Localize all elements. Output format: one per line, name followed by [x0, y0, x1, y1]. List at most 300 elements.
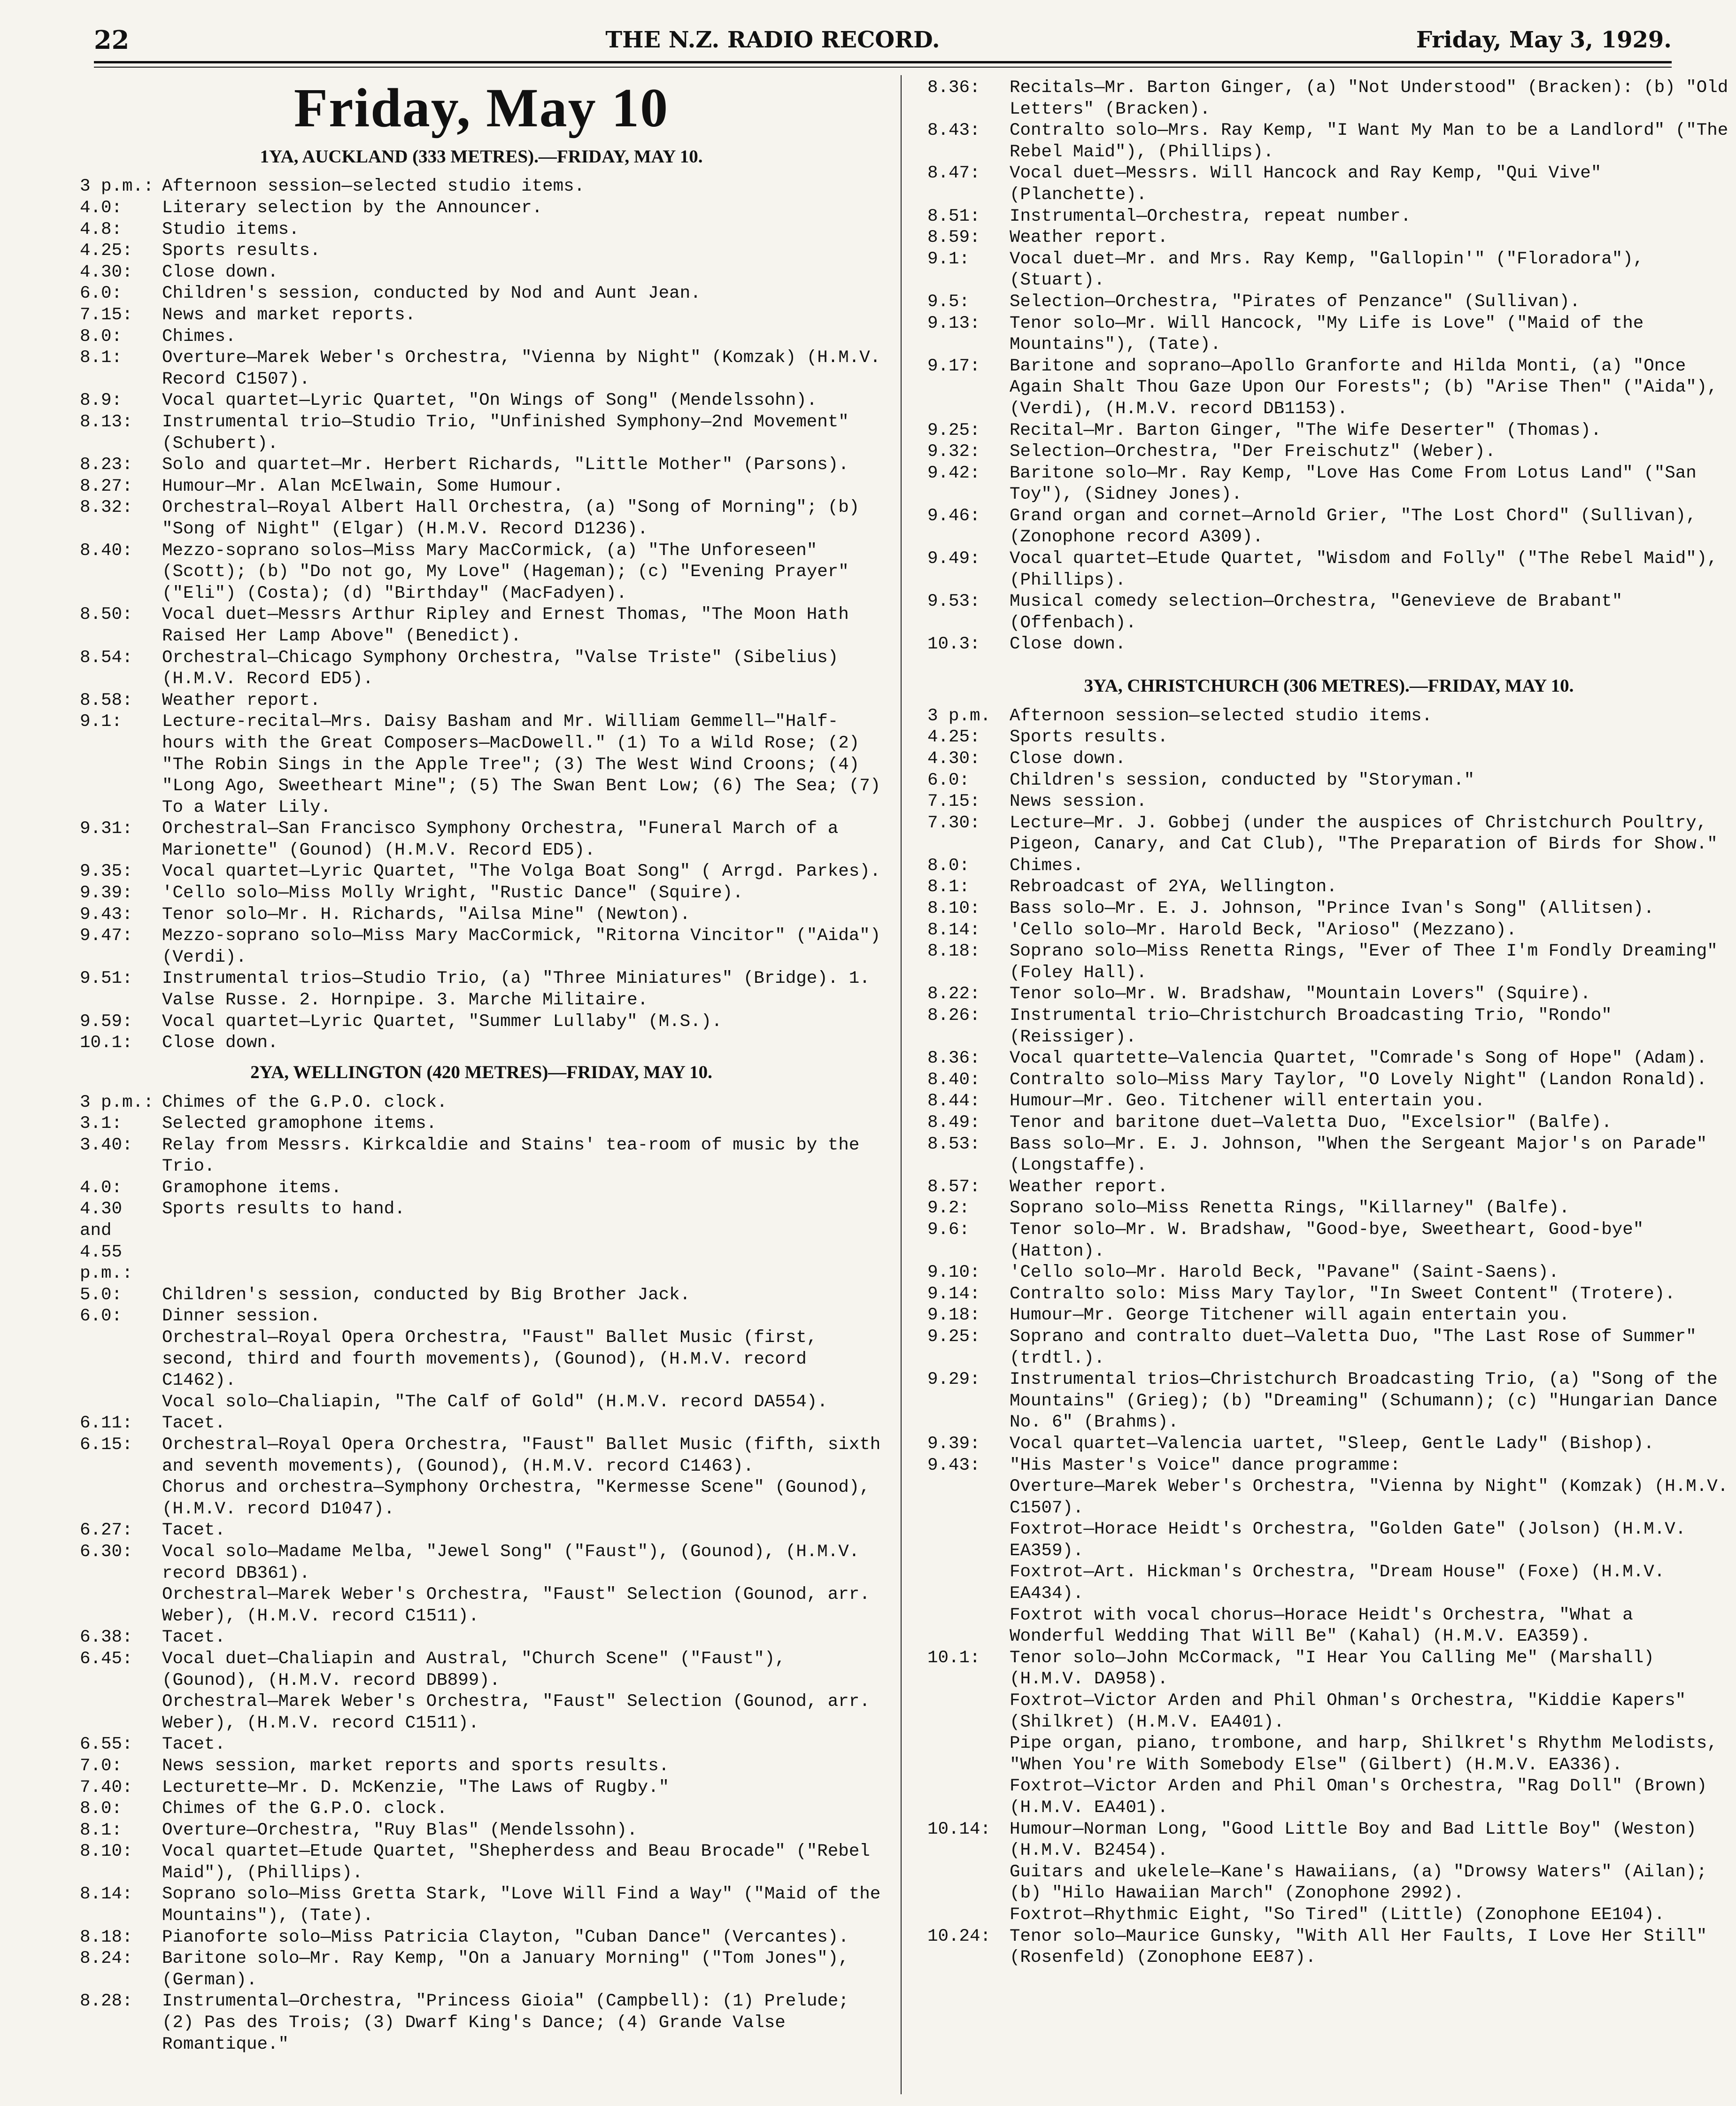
entry-description: Relay from Messrs. Kirkcaldie and Stains' tea-room of music by the Trio. — [162, 1135, 860, 1177]
entry-time: 9.53: — [927, 592, 980, 612]
programme-entry — [927, 856, 1730, 877]
entry-description: Musical comedy selection—Orchestra, "Genevieve de Brabant" (Offenbach). — [1010, 592, 1623, 633]
programme-entry — [80, 904, 883, 926]
programme-entry — [927, 356, 1730, 420]
entry-time: 8.59: — [927, 228, 980, 248]
programme-entry — [80, 198, 883, 219]
entry-time: 4.0: — [80, 198, 123, 218]
entry-time: 9.1: — [927, 249, 970, 269]
programme-entry — [927, 1091, 1730, 1112]
programme-entry — [80, 1991, 883, 2055]
entry-description: "His Master's Voice" dance programme: — [1010, 1455, 1401, 1475]
entry-time: 6.0: — [927, 770, 970, 790]
entry-description: Tenor solo—Maurice Gunsky, "With All Her Faults, I Love Her Still" (Rosenfeld) (Zonophone EE87). — [1010, 1926, 1707, 1968]
entry-time: 7.0: — [80, 1756, 123, 1776]
entry-time: 9.59: — [80, 1011, 133, 1032]
entry-time: 6.0: — [80, 1306, 123, 1327]
entry-description: Children's session, conducted by Big Brother Jack. — [162, 1285, 691, 1305]
programme-entry — [80, 1306, 883, 1327]
entry-description: Foxtrot—Art. Hickman's Orchestra, "Dream House" (Foxe) (H.M.V. EA434). — [1010, 1562, 1665, 1604]
entry-description: Orchestral—Marek Weber's Orchestra, "Faust" Selection (Gounod, arr. Weber), (H.M.V. record C1511). — [162, 1585, 870, 1626]
programme-entry — [80, 347, 883, 390]
station-heading-auckland: 1YA, AUCKLAND (333 METRES).—FRIDAY, MAY 10. — [260, 146, 703, 167]
programme-entry — [80, 176, 883, 198]
entry-description: Overture—Marek Weber's Orchestra, "Vienna by Night" (Komzak) (H.M.V. C1507). — [1010, 1477, 1728, 1518]
programme-entry — [80, 1948, 883, 1991]
entry-description: Bass solo—Mr. E. J. Johnson, "Prince Ivan's Song" (Allitsen). — [1010, 899, 1654, 919]
entry-time: 10.14: — [927, 1819, 991, 1839]
entry-time: 6.15: — [80, 1435, 133, 1455]
programme-entry — [927, 591, 1730, 634]
entry-time: 9.51: — [80, 969, 133, 989]
entry-description: Children's session, conducted by "Storyman." — [1010, 770, 1475, 790]
entry-time: 8.57: — [927, 1177, 980, 1197]
programme-entry — [80, 1285, 883, 1306]
entry-time: 8.47: — [927, 163, 980, 184]
entry-time: 8.1: — [80, 1820, 123, 1840]
entry-time: 8.14: — [80, 1884, 133, 1905]
entry-time — [927, 1562, 1010, 1605]
entry-description: Selected gramophone items. — [162, 1114, 437, 1134]
entry-description: Foxtrot—Victor Arden and Phil Oman's Orchestra, "Rag Doll" (Brown) (H.M.V. EA401). — [1010, 1776, 1707, 1818]
entry-time: 8.9: — [80, 391, 123, 411]
entry-description: Afternoon session—selected studio items. — [162, 177, 585, 197]
entry-time: 9.32: — [927, 442, 980, 462]
entry-description: Bass solo—Mr. E. J. Johnson, "When the Sergeant Major's on Parade" (Longstaffe). — [1010, 1134, 1707, 1176]
entry-time: 4.30: — [80, 262, 133, 282]
programme-entry — [927, 791, 1730, 813]
entry-description: Chimes. — [162, 326, 236, 347]
programme-entry — [80, 711, 883, 818]
entry-description: Tacet. — [162, 1520, 226, 1541]
station-heading-christchurch: 3YA, CHRISTCHURCH (306 METRES).—FRIDAY, MAY 10. — [1084, 676, 1574, 696]
entry-description: Tenor solo—Mr. W. Bradshaw, "Mountain Lovers" (Squire). — [1010, 984, 1591, 1004]
entry-description: Orchestral—San Francisco Symphony Orchestra, "Funeral March of a Marionette" (Gounod) (H.M.V. Record ED5). — [162, 819, 839, 860]
entry-description: Tenor solo—Mr. H. Richards, "Ailsa Mine" (Newton). — [162, 904, 691, 925]
programme-entry — [927, 506, 1730, 548]
entry-time: 6.0: — [80, 284, 123, 304]
entry-description: Selection—Orchestra, "Pirates of Penzance" (Sullivan). — [1010, 292, 1581, 312]
programme-entry — [80, 861, 883, 883]
programme-entry — [927, 1327, 1730, 1369]
entry-time: 10.1: — [927, 1648, 980, 1668]
programme-entry — [927, 249, 1730, 292]
entry-time: 9.14: — [927, 1284, 980, 1304]
programme-entry — [927, 1219, 1730, 1262]
entry-time: 9.10: — [927, 1263, 980, 1283]
entry-description: Soprano solo—Miss Gretta Stark, "Love Will Find a Way" ("Maid of the Mountains"), (Tate). — [162, 1884, 881, 1926]
entry-description: Tenor solo—Mr. Will Hancock, "My Life is Love" ("Maid of the Mountains"), (Tate). — [1010, 313, 1644, 355]
entry-time: 9.1: — [80, 712, 123, 732]
entry-time: 8.49: — [927, 1113, 980, 1133]
entry-description: Mezzo-soprano solo—Miss Mary MacCormick, "Ritorna Vincitor" ("Aida") (Verdi). — [162, 926, 881, 967]
entry-description: Close down. — [1010, 634, 1126, 655]
entry-description: Close down. — [162, 1033, 278, 1053]
programme-entry — [927, 1926, 1730, 1969]
programme-entry — [80, 1841, 883, 1884]
programme-entry — [80, 818, 883, 861]
programme-entry — [927, 1690, 1730, 1733]
programme-entry — [80, 219, 883, 241]
programme-entry — [927, 1284, 1730, 1305]
entry-time: 5.0: — [80, 1285, 123, 1305]
entry-time: 8.10: — [80, 1842, 133, 1862]
programme-entry — [80, 1884, 883, 1927]
programme-entry — [927, 206, 1730, 228]
entry-description: Vocal duet—Messrs. Will Hancock and Ray Kemp, "Qui Vive" (Planchette). — [1010, 163, 1602, 205]
programme-entry — [927, 120, 1730, 163]
entry-description: Close down. — [1010, 748, 1126, 769]
entry-time: 9.43: — [80, 904, 133, 925]
entry-description: Vocal solo—Chaliapin, "The Calf of Gold" (H.M.V. record DA554). — [162, 1392, 828, 1412]
entry-time: 8.13: — [80, 412, 133, 432]
programme-entry — [927, 1455, 1730, 1477]
entry-time — [927, 1605, 1010, 1648]
entry-time: 4.0: — [80, 1178, 123, 1198]
entry-time: 4.25: — [80, 241, 133, 261]
entry-time: 8.54: — [80, 648, 133, 668]
entry-time: 9.39: — [80, 883, 133, 903]
entry-description: Vocal quartet—Lyric Quartet, "On Wings of Song" (Mendelssohn). — [162, 391, 818, 411]
entry-description: Lecture-recital—Mrs. Daisy Basham and Mr. William Gemmell—"Half-hours with the Great Composers—MacDowell." (1) To a Wild Rose; (2) "The Robin Sings in the Apple Tree"; (3) The West Wind Croons; (4) "Long Ago, Sweetheart Mine"; (5) The Swan Bent Low; (6) The Sea; (7) To a Water Lily. — [162, 712, 881, 818]
entry-time: 10.3: — [927, 634, 980, 655]
programme-entry — [80, 1798, 883, 1820]
programme-entry — [80, 1033, 883, 1054]
programme-entry — [927, 292, 1730, 313]
programme-entry — [80, 497, 883, 540]
programme-entry — [927, 1476, 1730, 1519]
entry-description: Vocal quartet—Lyric Quartet, "Summer Lullaby" (M.S.). — [162, 1011, 722, 1032]
programme-entry — [80, 1520, 883, 1542]
entry-description: Sports results to hand. — [162, 1199, 405, 1219]
programme-entry — [927, 877, 1730, 898]
entry-description: Chimes of the G.P.O. clock. — [162, 1092, 448, 1112]
entry-description: Vocal quartet—Etude Quartet, "Wisdom and Folly" ("The Rebel Maid"), (Phillips). — [1010, 549, 1718, 590]
programme-entry — [927, 706, 1730, 727]
entry-time — [80, 1691, 162, 1734]
entry-time: 8.51: — [927, 206, 980, 226]
page-header — [94, 19, 1672, 61]
entry-description: News session, market reports and sports results. — [162, 1756, 670, 1776]
entry-description: Tacet. — [162, 1735, 226, 1755]
programme-entry — [927, 1369, 1730, 1434]
entry-time: 9.25: — [927, 420, 980, 440]
entry-description: Grand organ and cornet—Arnold Grier, "The Lost Chord" (Sullivan), (Zonophone record A309). — [1010, 506, 1697, 548]
entry-time: 8.18: — [927, 941, 980, 962]
programme-entry — [80, 1691, 883, 1734]
entry-description: Overture—Marek Weber's Orchestra, "Vienna by Night" (Komzak) (H.M.V. Record C1507). — [162, 348, 881, 389]
programme-entry — [927, 227, 1730, 249]
entry-time — [927, 1476, 1010, 1519]
entry-description: Tacet. — [162, 1413, 226, 1434]
entry-description: Sports results. — [1010, 727, 1168, 748]
entry-description: Gramophone items. — [162, 1178, 342, 1198]
entry-description: Orchestral—Chicago Symphony Orchestra, "Valse Triste" (Sibelius) (H.M.V. Record ED5). — [162, 648, 839, 689]
programme-entry — [927, 1776, 1730, 1819]
programme-entry — [80, 1092, 883, 1114]
entry-time: 9.6: — [927, 1219, 970, 1240]
programme-entry — [927, 1862, 1730, 1905]
entry-time: 8.27: — [80, 476, 133, 496]
entry-description: Foxtrot with vocal chorus—Horace Heidt's Orchestra, "What a Wonderful Wedding That Will Be" (Kahal) (H.M.V. EA359). — [1010, 1605, 1633, 1647]
entry-description: Weather report. — [162, 690, 321, 710]
entry-time: 6.11: — [80, 1413, 133, 1434]
entry-time: 8.18: — [80, 1927, 133, 1947]
programme-entry — [927, 770, 1730, 792]
entry-time: 9.47: — [80, 926, 133, 946]
entry-time: 3 p.m.: — [80, 1092, 154, 1112]
entry-time: 8.40: — [80, 540, 133, 561]
entry-description: Instrumental trios—Studio Trio, (a) "Three Miniatures" (Bridge). 1. Valse Russe. 2. Hornpipe. 3. Marche Militaire. — [162, 969, 870, 1011]
programme-entry — [80, 690, 883, 712]
programme-entry — [927, 1648, 1730, 1690]
programme-entry — [80, 412, 883, 455]
programme-entry — [927, 1112, 1730, 1134]
entry-description: Chimes of the G.P.O. clock. — [162, 1799, 448, 1819]
entry-description: Humour—Mr. Geo. Titchener will entertain you. — [1010, 1091, 1485, 1111]
entry-description: Weather report. — [1010, 228, 1168, 248]
entry-time — [927, 1733, 1010, 1776]
entry-description: Foxtrot—Rhythmic Eight, "So Tired" (Little) (Zonophone EE104). — [1010, 1905, 1665, 1925]
entry-description: Sports results. — [162, 241, 321, 261]
entry-time: 9.39: — [927, 1434, 980, 1454]
entry-description: Orchestral—Marek Weber's Orchestra, "Faust" Selection (Gounod, arr. Weber), (H.M.V. record C1511). — [162, 1692, 870, 1733]
entry-description: Overture—Orchestra, "Ruy Blas" (Mendelssohn). — [162, 1820, 638, 1840]
column-divider — [901, 75, 902, 2094]
entry-description: Humour—Norman Long, "Good Little Boy and Bad Little Boy" (Weston) (H.M.V. B2454). — [1010, 1819, 1697, 1861]
programme-entry — [927, 727, 1730, 748]
entry-description: Recital—Mr. Barton Ginger, "The Wife Deserter" (Thomas). — [1010, 420, 1602, 440]
entry-description: News session. — [1010, 792, 1147, 812]
programme-entry — [80, 1392, 883, 1413]
programme-entry — [80, 305, 883, 326]
entry-description: Lecturette—Mr. D. McKenzie, "The Laws of Rugby." — [162, 1777, 670, 1797]
programme-entry — [927, 941, 1730, 984]
entry-time — [80, 1392, 162, 1413]
entry-time: 8.32: — [80, 498, 133, 518]
entry-description: Soprano solo—Miss Renetta Rings, "Ever of Thee I'm Fondly Dreaming" (Foley Hall). — [1010, 941, 1718, 983]
entry-description: Chimes. — [1010, 856, 1084, 876]
entry-time: 10.24: — [927, 1926, 991, 1946]
programme-entry — [80, 283, 883, 305]
programme-entry — [927, 1434, 1730, 1455]
entry-description: Foxtrot—Horace Heidt's Orchestra, "Golden Gate" (Jolson) (H.M.V. EA359). — [1010, 1520, 1686, 1561]
entry-time: 4.8: — [80, 219, 123, 239]
entry-description: Studio items. — [162, 219, 300, 239]
programme-entry — [80, 1199, 883, 1284]
entry-time: 9.35: — [80, 862, 133, 882]
programme-entry — [927, 313, 1730, 356]
entry-description: Orchestral—Royal Albert Hall Orchestra, (a) "Song of Morning"; (b) "Song of Night" (Elgar) (H.M.V. Record D1236). — [162, 498, 860, 539]
entry-time: 7.30: — [927, 813, 980, 833]
entry-time: 4.30 and 4.55 p.m.: — [80, 1199, 133, 1284]
entry-description: Orchestral—Royal Opera Orchestra, "Faust" Ballet Music (first, second, third and fourth movements), (Gounod), (H.M.V. record C1462). — [162, 1328, 818, 1391]
entry-time: 6.27: — [80, 1520, 133, 1541]
entry-time: 6.45: — [80, 1649, 133, 1669]
programme-entry — [927, 1070, 1730, 1091]
programme-entry — [927, 1819, 1730, 1862]
entry-description: Vocal duet—Mr. and Mrs. Ray Kemp, "Gallopin'" ("Floradora"), (Stuart). — [1010, 249, 1644, 291]
entry-description: Orchestral—Royal Opera Orchestra, "Faust" Ballet Music (fifth, sixth and seventh movements), (Gounod), (H.M.V. record C1463). — [162, 1435, 881, 1476]
entry-description: Baritone solo—Mr. Ray Kemp, "Love Has Come From Lotus Land" ("San Toy"), (Sidney Jones). — [1010, 463, 1697, 505]
entry-time: 8.0: — [927, 856, 970, 876]
entry-description: Instrumental—Orchestra, repeat number. — [1010, 206, 1412, 226]
programme-entry — [80, 1820, 883, 1842]
entry-description: Children's session, conducted by Nod and Aunt Jean. — [162, 284, 701, 304]
entry-description: Mezzo-soprano solos—Miss Mary MacCormick, (a) "The Unforeseen" (Scott); (b) "Do not go, My Love" (Hageman); (c) "Evening Prayer" ("Eli") (Costa); (d) "Birthday" (MacFadyen). — [162, 540, 849, 603]
programme-entry — [80, 1542, 883, 1584]
page-number: 22 — [94, 25, 130, 55]
entry-time: 6.55: — [80, 1735, 133, 1755]
entry-time — [80, 1327, 162, 1392]
programme-entry — [80, 455, 883, 476]
programme-entry — [927, 1905, 1730, 1926]
entry-description: Humour—Mr. George Titchener will again entertain you. — [1010, 1305, 1570, 1326]
entry-description: Lecture—Mr. J. Gobbej (under the auspices of Christchurch Poultry, Pigeon, Canary, and Cat Club), "The Preparation of Birds for Show." — [1010, 813, 1718, 855]
entry-time: 8.23: — [80, 455, 133, 475]
entry-description: Instrumental—Orchestra, "Princess Gioia" (Campbell): (1) Prelude; (2) Pas des Trois; (3) Dwarf King's Dance; (4) Grande Valse Romantique." — [162, 1991, 849, 2054]
entry-description: Pianoforte solo—Miss Patricia Clayton, "Cuban Dance" (Vercantes). — [162, 1927, 849, 1947]
programme-entry — [80, 648, 883, 690]
entry-description: Vocal quartet—Lyric Quartet, "The Volga Boat Song" ( Arrgd. Parkes). — [162, 862, 881, 882]
entry-description: Chorus and orchestra—Symphony Orchestra, "Kermesse Scene" (Gounod), (H.M.V. record D1047). — [162, 1478, 870, 1519]
entry-description: Tenor solo—John McCormack, "I Hear You Calling Me" (Marshall) (H.M.V. DA958). — [1010, 1648, 1654, 1689]
entry-time: 9.49: — [927, 549, 980, 569]
entry-description: News and market reports. — [162, 305, 416, 325]
entry-time: 8.58: — [80, 690, 133, 710]
entry-time: 9.18: — [927, 1305, 980, 1326]
entry-description: Vocal quartet—Etude Quartet, "Shepherdess and Beau Brocade" ("Rebel Maid"), (Phillips). — [162, 1842, 870, 1883]
programme-entry — [80, 1413, 883, 1435]
programme-entry — [927, 898, 1730, 920]
entry-time: 9.29: — [927, 1370, 980, 1390]
station-list — [80, 1092, 883, 2056]
entry-description: Contralto solo: Miss Mary Taylor, "In Sweet Content" (Trotere). — [1010, 1284, 1675, 1304]
station-list — [927, 706, 1730, 1969]
station-heading-wellington: 2YA, WELLINGTON (420 METRES)—FRIDAY, MAY 10. — [250, 1062, 712, 1082]
entry-description: Vocal quartet—Valencia uartet, "Sleep, Gentle Lady" (Bishop). — [1010, 1434, 1654, 1454]
entry-time: 9.31: — [80, 819, 133, 839]
programme-entry — [927, 1134, 1730, 1177]
programme-entry — [927, 77, 1730, 120]
right-column — [927, 77, 1730, 1969]
programme-entry — [927, 420, 1730, 442]
entry-description: Contralto solo—Miss Mary Taylor, "O Lovely Night" (Landon Ronald). — [1010, 1070, 1707, 1090]
entry-time: 8.1: — [927, 877, 970, 897]
entry-time: 3.40: — [80, 1135, 133, 1155]
entry-time: 9.46: — [927, 506, 980, 526]
programme-entry — [80, 476, 883, 498]
programme-entry — [927, 984, 1730, 1005]
entry-description: Vocal solo—Madame Melba, "Jewel Song" ("Faust"), (Gounod), (H.M.V. record DB361). — [162, 1542, 860, 1583]
entry-description: Pipe organ, piano, trombone, and harp, Shilkret's Rhythm Melodists, "When You're With Somebody Else" (Gilbert) (H.M.V. EA336). — [1010, 1734, 1718, 1775]
entry-description: Instrumental trios—Christchurch Broadcasting Trio, (a) "Song of the Mountains" (Grieg); (b) "Dreaming" (Schumann); (c) "Hungarian Dance No. 6" (Brahms). — [1010, 1370, 1718, 1433]
entry-time: 8.1: — [80, 348, 123, 368]
programme-entry — [927, 163, 1730, 206]
entry-description: Contralto solo—Mrs. Ray Kemp, "I Want My Man to be a Landlord" ("The Rebel Maid"), (Phillips). — [1010, 121, 1728, 162]
entry-time: 9.43: — [927, 1455, 980, 1475]
entry-time: 7.15: — [927, 792, 980, 812]
entry-description: Instrumental trio—Studio Trio, "Unfinished Symphony—2nd Movement" (Schubert). — [162, 412, 849, 454]
entry-description: Humour—Mr. Alan McElwain, Some Humour. — [162, 476, 564, 496]
entry-description: Soprano and contralto duet—Valetta Duo, "The Last Rose of Summer" (trdtl.). — [1010, 1327, 1697, 1368]
entry-description: Selection—Orchestra, "Der Freischutz" (Weber). — [1010, 442, 1496, 462]
entry-time: 6.30: — [80, 1542, 133, 1562]
entry-description: Baritone and soprano—Apollo Granforte and Hilda Monti, (a) "Once Again Shalt Thou Gaze Upon Our Forests"; (b) "Arise Then" ("Aida"), (Verdi), (H.M.V. record DB1153). — [1010, 356, 1718, 419]
entry-time: 9.2: — [927, 1198, 970, 1219]
entry-time: 8.50: — [80, 605, 133, 625]
entry-description: Recitals—Mr. Barton Ginger, (a) "Not Understood" (Bracken): (b) "Old Letters" (Bracken). — [1010, 78, 1728, 119]
entry-description: Afternoon session—selected studio items. — [1010, 706, 1433, 726]
programme-entry — [927, 1048, 1730, 1070]
entry-description: Solo and quartet—Mr. Herbert Richards, "Little Mother" (Parsons). — [162, 455, 849, 475]
publication-title: THE N.Z. RADIO RECORD. — [605, 27, 940, 53]
programme-entry — [927, 1733, 1730, 1776]
entry-time: 4.25: — [927, 727, 980, 748]
programme-entry — [80, 1777, 883, 1799]
entry-time — [927, 1519, 1010, 1562]
entry-description: 'Cello solo—Mr. Harold Beck, "Pavane" (Saint-Saens). — [1010, 1263, 1559, 1283]
entry-description: Tacet. — [162, 1628, 226, 1648]
entry-description: Vocal duet—Messrs Arthur Ripley and Ernest Thomas, "The Moon Hath Raised Her Lamp Above" (Benedict). — [162, 605, 849, 646]
entry-description: Foxtrot—Victor Arden and Phil Ohman's Orchestra, "Kiddie Kapers" (Shilkret) (H.M.V. EA401). — [1010, 1691, 1686, 1732]
programme-entry — [80, 1584, 883, 1627]
programme-entry — [927, 1562, 1730, 1605]
entry-description: Instrumental trio—Christchurch Broadcasting Trio, "Rondo" (Reissiger). — [1010, 1006, 1612, 1047]
programme-entry — [80, 1927, 883, 1949]
issue-date: Friday, May 3, 1929. — [1416, 27, 1672, 53]
header-rule-thin — [94, 67, 1672, 68]
entry-description: Tenor and baritone duet—Valetta Duo, "Excelsior" (Balfe). — [1010, 1113, 1612, 1133]
programme-entry — [80, 1756, 883, 1777]
entry-time — [80, 1584, 162, 1627]
programme-entry — [80, 1649, 883, 1691]
entry-time — [927, 1776, 1010, 1819]
entry-time — [927, 1690, 1010, 1733]
programme-entry — [80, 1734, 883, 1756]
programme-entry — [927, 813, 1730, 856]
entry-time: 8.53: — [927, 1134, 980, 1154]
entry-time: 8.0: — [80, 326, 123, 347]
programme-entry — [80, 1011, 883, 1033]
entry-time: 8.36: — [927, 1049, 980, 1069]
entry-description: Dinner session. — [162, 1306, 321, 1327]
entry-time: 9.42: — [927, 463, 980, 483]
programme-entry — [927, 463, 1730, 506]
programme-entry — [80, 390, 883, 412]
entry-time: 8.22: — [927, 984, 980, 1004]
entry-description: Baritone solo—Mr. Ray Kemp, "On a January Morning" ("Tom Jones"), (German). — [162, 1949, 849, 1990]
entry-time: 9.13: — [927, 313, 980, 333]
entry-time — [927, 1862, 1010, 1905]
programme-entry — [927, 1005, 1730, 1048]
station-list — [80, 176, 883, 1054]
entry-time: 8.14: — [927, 920, 980, 940]
programme-entry — [80, 1477, 883, 1520]
header-rule — [94, 61, 1672, 63]
programme-entry — [927, 1262, 1730, 1284]
programme-entry — [80, 926, 883, 968]
programme-entry — [927, 1605, 1730, 1648]
entry-time: 8.44: — [927, 1091, 980, 1111]
entry-time: 3 p.m. — [927, 706, 991, 726]
entry-time — [80, 1477, 162, 1520]
programme-entry — [80, 604, 883, 647]
entry-time: 7.15: — [80, 305, 133, 325]
programme-entry — [927, 1305, 1730, 1327]
entry-time: 9.25: — [927, 1327, 980, 1347]
programme-entry — [80, 1627, 883, 1649]
